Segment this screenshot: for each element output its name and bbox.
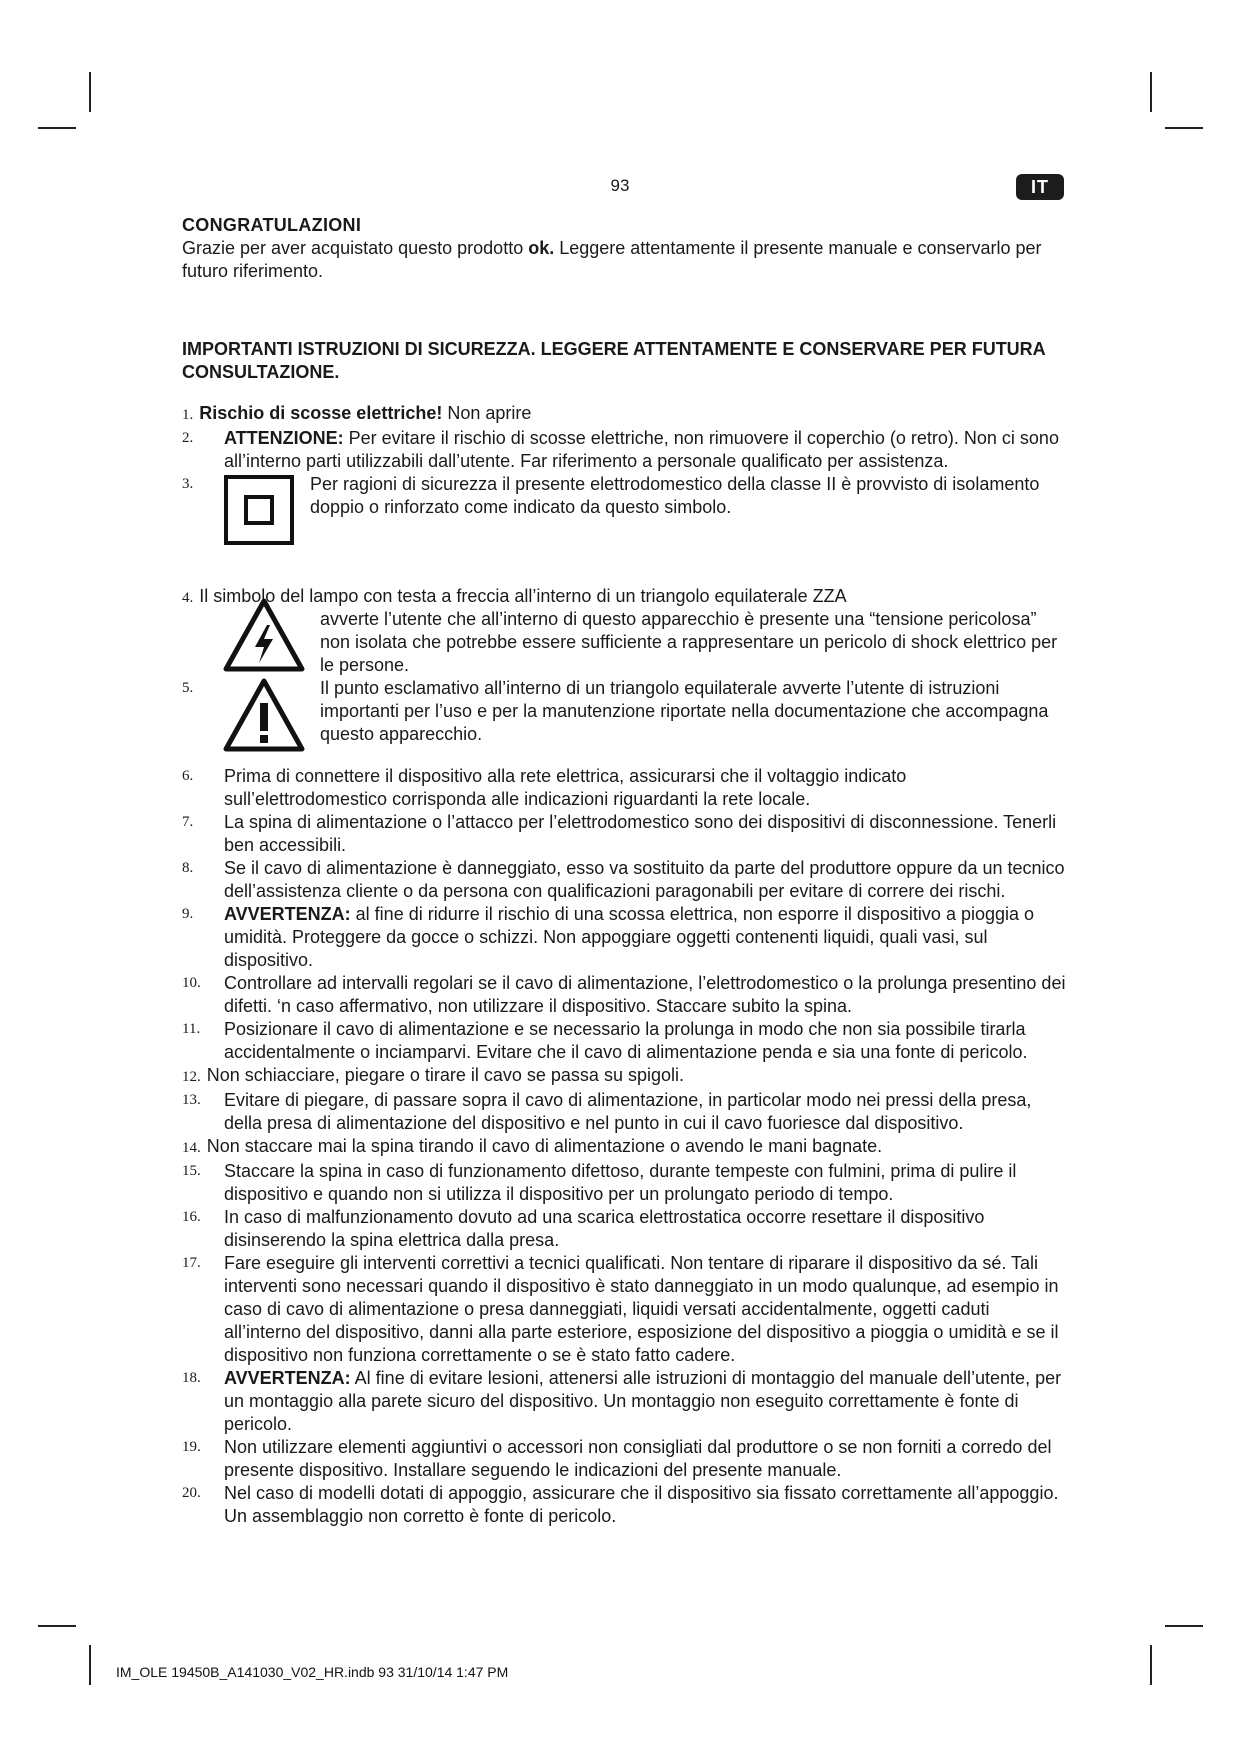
list-item: 4. Il simbolo del lampo con testa a freccia all’interno di un triangolo equilaterale ZZA avverte l’utente che all’interno di questo apparecchio è presente una “tensione pericolosa” non isolata che potrebbe essere sufficiente a rappresentare un pericolo di shock elettrico per le persone. [182, 586, 1058, 675]
list-item: 7. La spina di alimentazione o l’attacco per l’elettrodomestico sono dei dispositivi di disconnessione. Tenerli ben accessibili. [182, 812, 1057, 855]
list-item: 13. Evitare di piegare, di passare sopra il cavo di alimentazione, in particolar modo nei pressi della presa, della presa di alimentazione del dispositivo e nel punto in cui il cavo fuoriesce dal dispositivo. [182, 1090, 1032, 1133]
list-item: 3. Per ragioni di sicurezza il presente elettrodomestico della classe II è provvisto di isolamento doppio o rinforzato come indicato da questo simbolo. [182, 473, 1068, 565]
print-slug: IM_OLE 19450B_A141030_V02_HR.indb 93 31/10/14 1:47 PM [116, 1664, 509, 1680]
list-item: 6. Prima di connettere il dispositivo alla rete elettrica, assicurarsi che il voltaggio indicato sull’elettrodomestico corrisponda alle indicazioni riguardanti la rete locale. [182, 766, 907, 809]
crop-mark [1165, 1625, 1203, 1627]
lightning-warning-icon [222, 597, 306, 673]
list-item: 18. AVVERTENZA: Al fine di evitare lesioni, attenersi alle istruzioni di montaggio del manuale dell’utente, per un montaggio alla parete sicuro del dispositivo. Un montaggio non eseguito correttamente è fonte di pericolo. [182, 1368, 1062, 1434]
list-item: 19. Non utilizzare elementi aggiuntivi o accessori non consigliati dal produttore o se non forniti a corredo del presente dispositivo. Installare seguendo le indicazioni del presente manuale. [182, 1437, 1052, 1480]
list-item: 12. Non schiacciare, piegare o tirare il cavo se passa su spigoli. [182, 1065, 684, 1085]
language-badge: IT [1016, 174, 1064, 200]
crop-mark [89, 1645, 91, 1685]
safety-title: IMPORTANTI ISTRUZIONI DI SICUREZZA. LEGGERE ATTENTAMENTE E CONSERVARE PER FUTURA CONSULTAZIONE. [182, 339, 1046, 382]
crop-mark [38, 1625, 76, 1627]
list-item: 5. Il punto esclamativo all’interno di un triangolo equilaterale avverte l’utente di istruzioni importanti per l’uso e per la manutenzione riportate nella documentazione che accompagna questo apparecchio. [182, 677, 1068, 765]
crop-mark [38, 127, 76, 129]
list-item: 1. Rischio di scosse elettriche! Non aprire [182, 403, 532, 423]
crop-mark [1150, 1645, 1152, 1685]
list-item: 8. Se il cavo di alimentazione è danneggiato, esso va sostituito da parte del produttore oppure da un tecnico dell’assistenza cliente o da persona con qualificazioni paragonabili per evitare di correre dei rischi. [182, 858, 1065, 901]
list-item: 9. AVVERTENZA: al fine di ridurre il rischio di una scossa elettrica, non esporre il dispositivo a pioggia o umidità. Proteggere da gocce o schizzi. Non appoggiare oggetti contenenti liquidi, quali vasi, sul dispositivo. [182, 904, 1035, 970]
list-item: 20. Nel caso di modelli dotati di appoggio, assicurare che il dispositivo sia fissato correttamente all’appoggio. Un assemblaggio non corretto è fonte di pericolo. [182, 1483, 1059, 1526]
crop-mark [1165, 127, 1203, 129]
page-content [182, 214, 1068, 1528]
list-item: 14. Non staccare mai la spina tirando il cavo di alimentazione o avendo le mani bagnate. [182, 1136, 883, 1156]
double-insulation-icon [224, 475, 294, 545]
list-item: 2. ATTENZIONE: Per evitare il rischio di scosse elettriche, non rimuovere il coperchio (o retro). Non ci sono all’interno parti utilizzabili dall’utente. Far riferimento a personale qualificato per assistenza. [182, 428, 1059, 471]
congrats-text: Grazie per aver acquistato questo prodotto ok. Leggere attentamente il presente manuale e conservarlo per futuro riferimento. [182, 238, 1042, 281]
list-item: 16. In caso di malfunzionamento dovuto ad una scarica elettrostatica occorre resettare il dispositivo disinserendo la spina elettrica dalla presa. [182, 1207, 985, 1250]
page-number: 93 [610, 176, 630, 195]
congrats-title: CONGRATULAZIONI [182, 215, 362, 235]
list-item: 11. Posizionare il cavo di alimentazione e se necessario la prolunga in modo che non sia possibile tirarla accidentalmente o inciamparvi. Evitare che il cavo di alimentazione penda e sia una fonte di pericolo. [182, 1019, 1028, 1062]
crop-mark [1150, 72, 1152, 112]
list-item: 17. Fare eseguire gli interventi correttivi a tecnici qualificati. Non tentare di riparare il dispositivo da sé. Tali interventi sono necessari quando il dispositivo è stato danneggiato in un modo qualunque, ad esempio in caso di cavo di alimentazione o presa danneggiati, liquidi versati accidentalmente, oggetti caduti all’interno del dispositivo, danni alla parte esteriore, esposizione del dispositivo a pioggia o umidità e se il dispositivo non funziona correttamente o se è stato fatto cadere. [182, 1253, 1059, 1365]
list-item: 15. Staccare la spina in caso di funzionamento difettoso, durante tempeste con fulmini, prima di pulire il dispositivo e quando non si utilizza il dispositivo per un prolungato periodo di tempo. [182, 1161, 1017, 1204]
brand-name: ok. [528, 238, 555, 258]
list-item: 10. Controllare ad intervalli regolari se il cavo di alimentazione, l’elettrodomestico o la prolunga presentino dei difetti. ‘n caso affermativo, non utilizzare il dispositivo. Staccare subito la spina. [182, 973, 1066, 1016]
exclamation-warning-icon [222, 677, 306, 753]
crop-mark [89, 72, 91, 112]
